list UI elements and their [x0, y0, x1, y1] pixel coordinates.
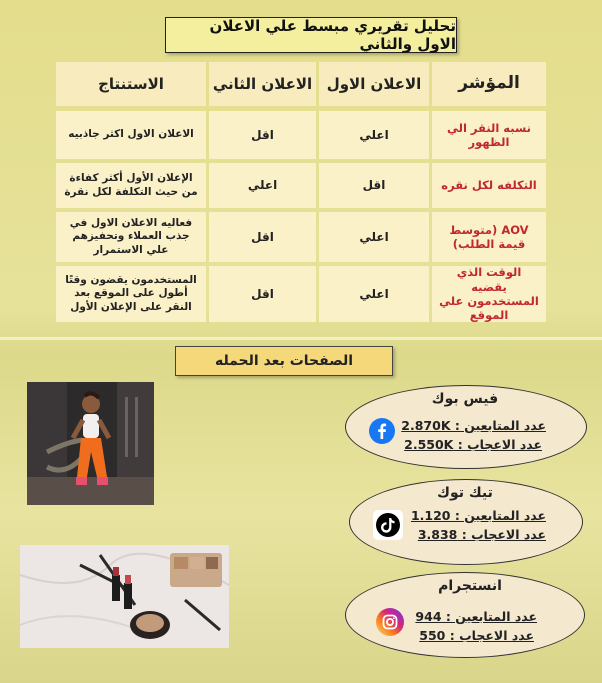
facebook-title: فيس بوك	[431, 391, 499, 407]
header-conclusion: الاستنتاج	[56, 62, 206, 106]
instagram-title: انستجرام	[438, 578, 502, 594]
section-divider	[0, 337, 602, 340]
row1-conclusion: الاعلان الاول اكثر جاذبيه	[56, 111, 206, 159]
row3-ad1: اعلي	[319, 212, 429, 262]
row2-indicator: التكلفه لكل نقره	[432, 163, 546, 208]
header-ad2: الاعلان الثاني	[209, 62, 316, 106]
fitness-photo	[27, 382, 154, 505]
row1-ad1: اعلي	[319, 111, 429, 159]
row2-conclusion: الإعلان الأول أكثر كفاءة من حيث التكلفة لكل نقرة	[56, 163, 206, 208]
instagram-followers: عدد المتابعين : 944	[415, 609, 537, 624]
tiktok-icon	[373, 510, 403, 540]
row4-ad2: اقل	[209, 266, 316, 322]
row3-indicator: AOV (متوسط قيمة الطلب)	[432, 212, 546, 262]
section-title: الصفحات بعد الحمله	[175, 346, 393, 376]
instagram-likes: عدد الاعجاب : 550	[419, 628, 534, 643]
header-indicator: المؤشر	[432, 62, 546, 106]
facebook-likes: عدد الاعجاب : 2.550K	[404, 437, 542, 452]
cosmetics-photo	[20, 545, 229, 648]
row2-ad2: اعلي	[209, 163, 316, 208]
row3-ad2: اقل	[209, 212, 316, 262]
row3-conclusion: فعاليه الاعلان الاول في جذب العملاء وتحفيزهم علي الاستمرار	[56, 212, 206, 262]
tiktok-title: تيك توك	[437, 485, 493, 501]
row1-indicator: نسبه النقر الي الظهور	[432, 111, 546, 159]
instagram-icon	[376, 608, 404, 636]
row4-conclusion: المستخدمون يقضون وقتًا أطول على الموقع بعد النقر على الإعلان الأول	[56, 266, 206, 322]
tiktok-likes: عدد الاعجاب : 3.838	[417, 527, 546, 542]
facebook-icon	[369, 418, 395, 444]
row4-ad1: اعلي	[319, 266, 429, 322]
header-ad1: الاعلان الاول	[319, 62, 429, 106]
row4-indicator: الوقت الذي يقضيه المستخدمون علي الموقع	[432, 266, 546, 322]
facebook-followers: عدد المتابعين : 2.870K	[401, 418, 546, 433]
row1-ad2: اقل	[209, 111, 316, 159]
tiktok-followers: عدد المتابعين : 1.120	[410, 508, 546, 523]
row2-ad1: اقل	[319, 163, 429, 208]
page-title: تحليل تقريري مبسط علي الاعلان الاول والثاني	[165, 17, 457, 53]
